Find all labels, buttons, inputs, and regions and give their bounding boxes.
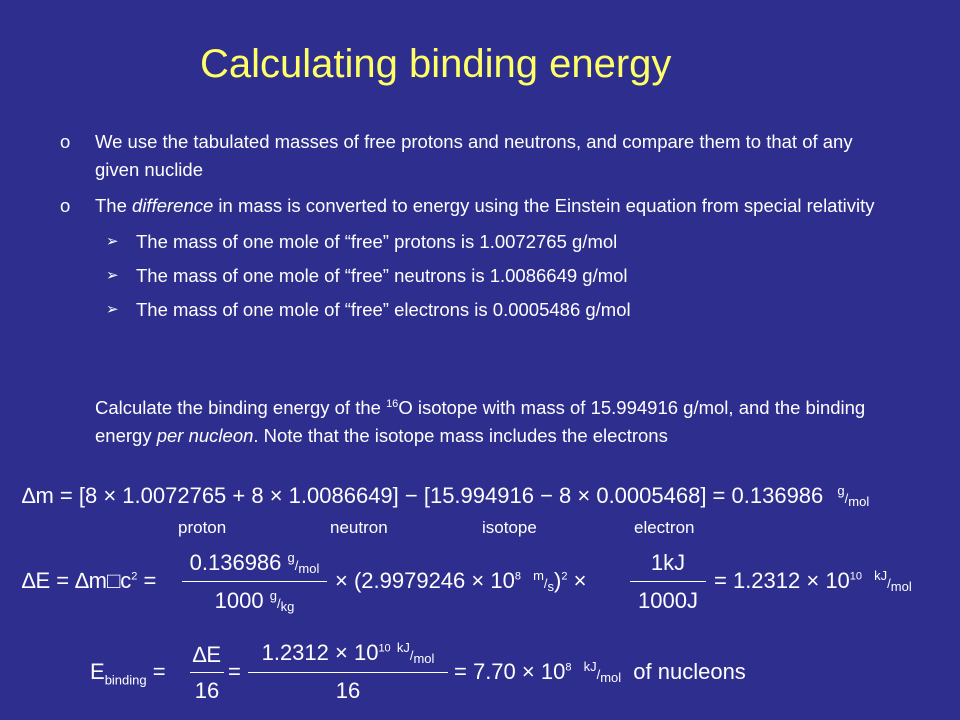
problem-statement: Calculate the binding energy of the $^{16}$O isotope with mass of 15.994916 g/mol, and the binding energy per nucleon. Note that the isotope mass includes the electrons [95, 397, 866, 446]
sub-bullet-text: The mass of one mole of “free” protons is 1.0072765 g/mol [136, 231, 618, 252]
label-isotope: isotope [482, 518, 537, 537]
label-electron: electron [634, 518, 695, 537]
bullet-item [60, 128, 890, 184]
energy-equation: $\Delta E = \Delta m□c^2$ = 0.136986 g/mol 1000 g/kg × ($2.9979246 \times 10^8$ m/s)$^2$ × 1kJ 1000J = $1.2312 \times 10^{10}$ kJ/mol [22, 550, 912, 614]
bullet-marker: o [60, 195, 71, 216]
slide-title: Calculating binding energy [200, 42, 672, 86]
sub-bullet-text: The mass of one mole of “free” electrons is 0.0005486 g/mol [136, 299, 631, 320]
bullet-marker: o [60, 131, 71, 152]
sub-bullet-item [60, 262, 890, 290]
arrow-bullet-icon: ➢ [106, 233, 119, 250]
label-neutron: neutron [330, 518, 388, 537]
bullet-text: The difference in mass is converted to energy using the Einstein equation from special relativity [95, 195, 875, 216]
binding-per-nucleon-equation: $E_{binding}$ = ∆E 16 = $1.2312 \times 10^{10}$ kJ/mol 16 = $7.70 \times 10^8$ kJ/mol of nucleons [90, 640, 746, 703]
sub-bullet-text: The mass of one mole of “free” neutrons is 1.0086649 g/mol [136, 265, 628, 286]
mass-defect-equation: ∆m = [8 × 1.0072765 + 8 × 1.0086649] − [15.994916 − 8 × 0.0005468] = 0.136986 g/mol [22, 483, 870, 509]
bullet-list [60, 128, 890, 330]
arrow-bullet-icon: ➢ [106, 267, 119, 284]
bullet-text: We use the tabulated masses of free protons and neutrons, and compare them to that of any given nuclide [95, 131, 853, 180]
sub-bullet-item [60, 228, 890, 256]
arrow-bullet-icon: ➢ [106, 301, 119, 318]
label-proton: proton [178, 518, 227, 537]
sub-bullet-item [60, 296, 890, 324]
bullet-item [60, 192, 890, 220]
